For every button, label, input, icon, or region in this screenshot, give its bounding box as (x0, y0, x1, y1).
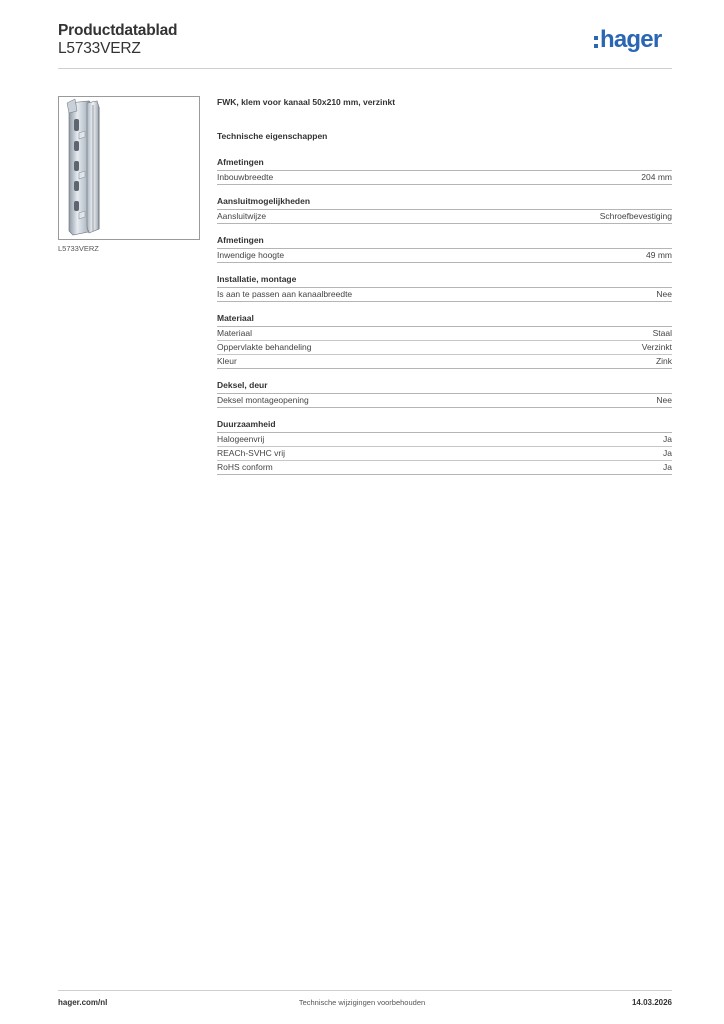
hager-logo[interactable] (594, 28, 661, 52)
spec-row (217, 327, 672, 341)
spec-label: Halogeenvrij (217, 434, 265, 444)
section-title: Materiaal (217, 312, 672, 327)
section-title: Duurzaamheid (217, 418, 672, 433)
spec-row (217, 394, 672, 408)
spec-section (217, 195, 672, 224)
spec-row (217, 447, 672, 461)
spec-value: Ja (663, 462, 672, 472)
spec-row (217, 341, 672, 355)
spec-row (217, 210, 672, 224)
spec-row (217, 433, 672, 447)
product-image (58, 96, 200, 240)
spec-label: RoHS conform (217, 462, 273, 472)
spec-value: Verzinkt (641, 342, 672, 352)
spec-row (217, 171, 672, 185)
spec-section (217, 312, 672, 369)
spec-label: Materiaal (217, 328, 252, 338)
spec-value: Zink (655, 356, 672, 366)
spec-section (217, 234, 672, 263)
page-title: Productdatablad (58, 22, 178, 39)
spec-section (217, 418, 672, 475)
section-title: Deksel, deur (217, 379, 672, 394)
spec-label: Kleur (217, 356, 237, 366)
spec-row (217, 288, 672, 302)
spec-value: Schroefbevestiging (599, 211, 672, 221)
spec-row (217, 249, 672, 263)
spec-value: Nee (656, 395, 672, 405)
spec-section (217, 379, 672, 408)
spec-label: Inwendige hoogte (217, 250, 285, 260)
spec-row (217, 355, 672, 369)
spec-sections (217, 156, 672, 475)
footer-date: 14.03.2026 (631, 998, 672, 1007)
technical-properties-heading: Technische eigenschappen (217, 131, 328, 141)
product-description: FWK, klem voor kanaal 50x210 mm, verzinkt (217, 97, 396, 107)
spec-value: Ja (663, 434, 672, 444)
product-code: L5733VERZ (58, 40, 141, 57)
logo-dots-icon (594, 36, 598, 48)
footer-notice: Technische wijzigingen voorbehouden (298, 998, 426, 1007)
section-title: Afmetingen (217, 234, 672, 249)
section-title: Aansluitmogelijkheden (217, 195, 672, 210)
footer-divider (58, 990, 672, 991)
spec-section (217, 273, 672, 302)
logo-text: hager (600, 26, 662, 53)
bracket-clamp-icon (59, 97, 199, 239)
specification-panel (217, 96, 672, 485)
section-title: Installatie, montage (217, 273, 672, 288)
spec-label: Aansluitwijze (217, 211, 267, 221)
spec-value: 204 mm (641, 172, 672, 182)
spec-label: Oppervlakte behandeling (217, 342, 312, 352)
spec-value: Ja (663, 448, 672, 458)
spec-row (217, 461, 672, 475)
image-caption: L5733VERZ (58, 244, 99, 253)
spec-section (217, 156, 672, 185)
spec-value: Staal (652, 328, 672, 338)
spec-label: Is aan te passen aan kanaalbreedte (217, 289, 353, 299)
footer-website-link[interactable]: hager.com/nl (58, 998, 108, 1007)
section-title: Afmetingen (217, 156, 672, 171)
spec-label: Inbouwbreedte (217, 172, 274, 182)
header-divider (58, 68, 672, 69)
spec-value: 49 mm (646, 250, 672, 260)
spec-label: REACh-SVHC vrij (217, 448, 286, 458)
spec-value: Nee (656, 289, 672, 299)
spec-label: Deksel montageopening (217, 395, 309, 405)
